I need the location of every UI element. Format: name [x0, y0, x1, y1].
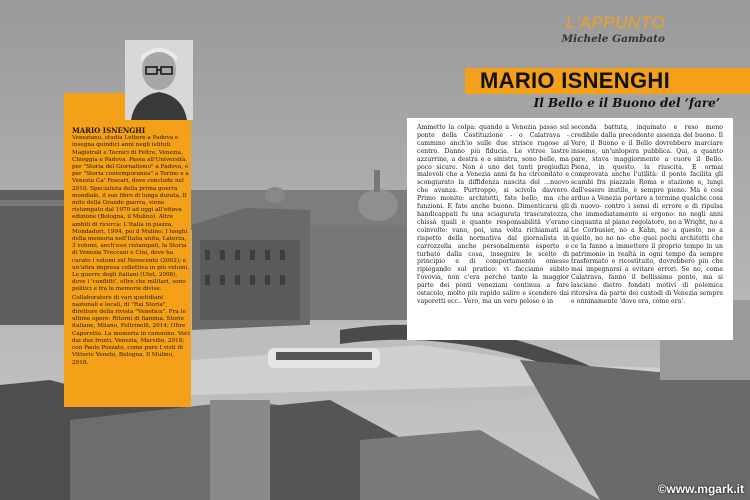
- bio-text: [72, 127, 190, 368]
- section-header: [515, 14, 665, 45]
- article-column-1: [417, 124, 569, 306]
- article-title: MARIO ISNENGHI: [480, 68, 670, 93]
- author-portrait: [125, 40, 193, 120]
- section-author: Michele Gambato: [561, 33, 665, 45]
- bio-paragraph-2: Collaboratore di vari quotidiani nazionali e locali, di "Rai Storia", direttore della rivista "Venetica". Fra le ultime opere: Ritorni di fiamma. Storie italiane, Milano, Feltrinelli, 2014; Oltre Caporetto. La memoria in cammino. Voci dai due fronti, Venezia, Marsilio, 2018; con Paolo Pozzato, come pure I visti di Vittorio Veneto, Bologna, Il Mulino, 2018.: [72, 294, 190, 366]
- bio-paragraph-1: Veneziano, studia Lettere a Padova e insegna quindici anni negli istituti Magistrali e Tecnici di Feltre, Venezia, Chioggia e Padova. Passa all'Università, per "Storia del Giornalismo" a Padova, e per "Storia contemporanea" a Torino e a Venezia Ca' Foscari, dove conclude nel 2010. Specialista della prima guerra mondiale, il suo libro di lunga durata, Il mito della Grande guerra, viene ristampato dal 1970 ad oggi all'ottava edizione (Bologna, il Mulino). Altre ambiti di ricerca: L'Italia in piazza, Mondadori, 1994, poi il Mulino; I luoghi della memoria nell'Italia unita, Laterza, 3 volumi, anch'essi ristampati, la Storia di Venezia Treccani e Cini, dove ha curato i volumi sul Novecento (2002); e un'altra impresa collettiva in più volumi, Le guerre degli italiani (Utet, 2008), dove i 'conflitti', oltre che militari, sono politici e fra le memorie divise.: [72, 135, 190, 293]
- bio-name: MARIO ISNENGHI: [72, 126, 146, 135]
- section-label: L'APPUNTO: [565, 13, 665, 32]
- watermark: ©www.mgark.it: [657, 482, 744, 496]
- article-column-2-text: seconda battuta, inquinato e reso meno credibile dalla precedente assenza del buono. Il Vero, il Buono e il Bello dovrebbero marciare insieme, un'unlopera pubblica. Qui, a quanto pare, stava maggiormente a cuore il Bello. Piena, in questo, la riuscita. E ormai comprovata anche l'utilità: il ponte facilita gli scambi fra piazzale Roma e stazione e, lungi dall'essere inutile, è sempre pieno. Ma è così arduo a Venezia portare a termine qualche cosa di nuovo- contro i sensi di errore e di ripulsa che immediatamente si ergono: no negli anni cinquanta al piano regolatore, no a Wright, no a Le Corbusier, no a Kahn, no a questo, no a quello, no no no- che quei pochi architetti che ce la fanno a immettere il proprio tempo in un patrimonio in realtà in ogni tempo da sempre trasformato e ricostituito, dovrebbero più che mai impegnarsi a evitare errori. Se no, come Calatrava, fanno il bellissimo ponte, ma si lasciano dietro fondati motivi di polemica ritorsiva da parte dei custodi di Venezia sempre e onninamente 'dove era, come era'.: [571, 124, 723, 305]
- article-column-1-text: Ammetto la colpa: quando a Venezia passo sul ponte della Costituzione - o Calatrava - cammino anch'io sulle due strisce rugose al centro. Danno più fiducia. Le vitree lastre azzurrine, a destra e a sinistra, sono belle, ma poco sicure. Non è uno dei tanti pregiudizi malevoli che a Venezia anni fa ha circondato e scongiurato la diffidenza nascita del ...nuovo che avanza. Purtroppo, si scivola davvero. Primo monito: architetti, fate bello, ma che funzioni. E fate anche buono. Dimenticarsi gli handicappati fu una sciagurata trascuratezza, chissà quali e quante responsabilità v'erano coinvolte: vano, poi, una volta richiamati al rispetto della normativa dal giornalista in carrozzella anche personalmente esperto e turbato dalla cosa, inseguire le scelte di principio e di comportamento omesse ripiegando sul pratico: vi facciamo subito l'ovovia, non c'era perché tanto la maggior parte dei ponti veneziani continua a fare ostacolo, molto più rapido salire e scendere dai vaporetti ecc.. Vero, ma un vero peloso e in: [417, 124, 569, 305]
- article-column-2: [571, 124, 723, 306]
- article-subtitle: Il Bello e il Buono del ‘fare’: [533, 96, 720, 110]
